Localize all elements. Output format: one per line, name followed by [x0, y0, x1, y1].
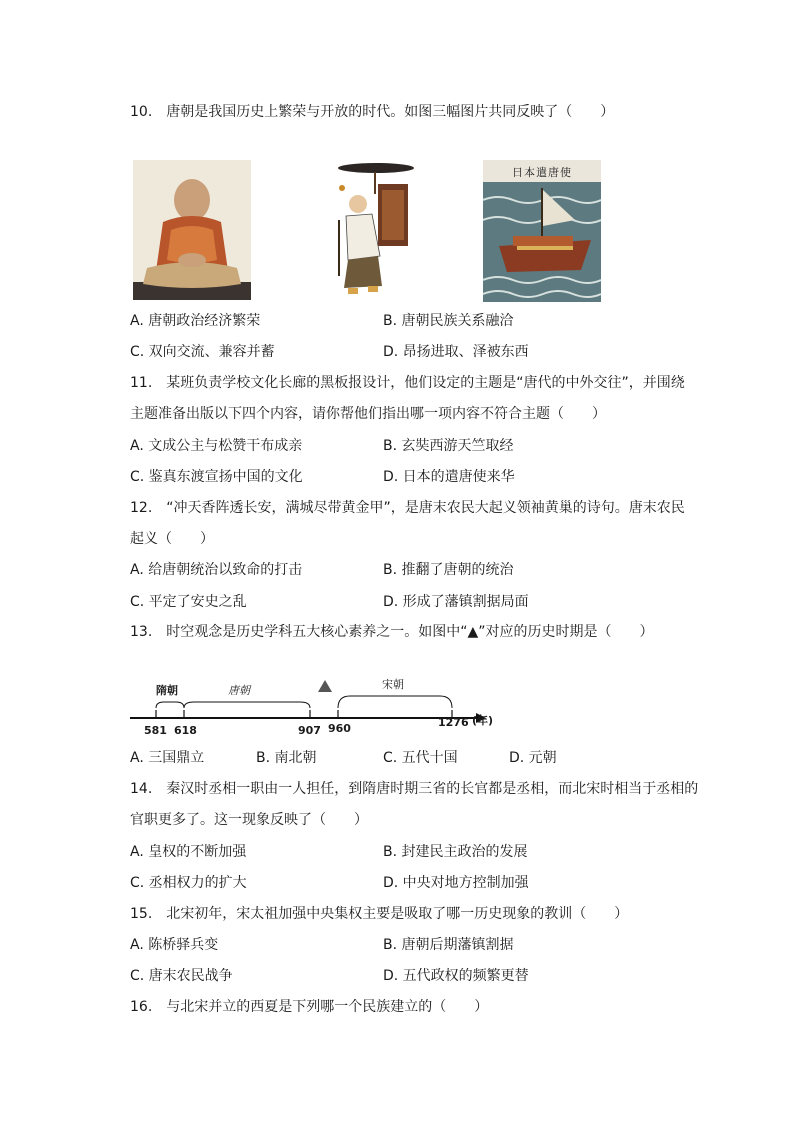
timeline-year-581: 581	[144, 724, 167, 737]
timeline-year-960: 960	[328, 722, 351, 735]
timeline-year-907: 907	[298, 724, 321, 737]
q10-option-a: A. 唐朝政治经济繁荣	[130, 313, 261, 329]
q12-option-c: C. 平定了安史之乱	[130, 594, 247, 610]
q15-option-b: B. 唐朝后期藩镇割据	[383, 937, 514, 953]
q14-stem-line1: 14. 秦汉时丞相一职由一人担任，到隋唐时期三省的长官都是丞相，而北宋时相当于丞相的	[130, 781, 699, 797]
q11-stem-line2: 主题准备出版以下四个内容，请你帮他们指出哪一项内容不符合主题（ ）	[130, 406, 606, 422]
q16-stem: 16. 与北宋并立的西夏是下列哪一个民族建立的（ ）	[130, 999, 489, 1015]
q15-option-a: A. 陈桥驿兵变	[130, 937, 219, 953]
q12-stem-line2: 起义（ ）	[130, 531, 214, 547]
timeline-year-618: 618	[174, 724, 197, 737]
timeline-year-1276: 1276	[438, 716, 469, 729]
q11-option-c: C. 鉴真东渡宣扬中国的文化	[130, 469, 303, 485]
q11-option-d: D. 日本的遣唐使来华	[383, 469, 515, 485]
q10-stem: 10. 唐朝是我国历史上繁荣与开放的时代。如图三幅图片共同反映了（ ）	[130, 104, 615, 120]
q14-option-d: D. 中央对地方控制加强	[383, 875, 529, 891]
q12-option-b: B. 推翻了唐朝的统治	[383, 562, 514, 578]
q13-stem: 13. 时空观念是历史学科五大核心素养之一。如图中“▲”对应的历史时期是（ ）	[130, 624, 654, 640]
q13-option-d: D. 元朝	[509, 750, 557, 766]
envoy-image-caption: 日本遣唐使	[512, 166, 572, 179]
timeline-label-song: 宋朝	[382, 678, 404, 691]
q11-option-b: B. 玄奘西游天竺取经	[383, 438, 514, 454]
dynasty-timeline	[128, 672, 508, 744]
q10-option-d: D. 昂扬进取、泽被东西	[383, 344, 529, 360]
timeline-label-sui: 隋朝	[156, 684, 178, 697]
q10-option-c: C. 双向交流、兼容并蓄	[130, 344, 275, 360]
q12-option-a: A. 给唐朝统治以致命的打击	[130, 562, 303, 578]
japanese-envoy-ship-image	[483, 160, 601, 302]
q15-option-d: D. 五代政权的频繁更替	[383, 968, 529, 984]
q13-option-c: C. 五代十国	[383, 750, 458, 766]
q11-stem-line1: 11. 某班负责学校文化长廊的黑板报设计，他们设定的主题是“唐代的中外交往”，并围绕	[130, 375, 685, 391]
q11-option-a: A. 文成公主与松赞干布成亲	[130, 438, 303, 454]
q14-option-b: B. 封建民主政治的发展	[383, 844, 528, 860]
q12-option-d: D. 形成了藩镇割据局面	[383, 594, 529, 610]
q13-option-a: A. 三国鼎立	[130, 750, 205, 766]
traveling-monk-image	[322, 160, 414, 302]
q15-option-c: C. 唐末农民战争	[130, 968, 233, 984]
q14-stem-line2: 官职更多了。这一现象反映了（ ）	[130, 812, 368, 828]
q13-option-b: B. 南北朝	[256, 750, 317, 766]
q15-stem: 15. 北宋初年，宋太祖加强中央集权主要是吸取了哪一历史现象的教训（ ）	[130, 906, 629, 922]
monk-statue-image	[133, 160, 251, 300]
timeline-unit: (年)	[472, 714, 494, 727]
q12-stem-line1: 12. “冲天香阵透长安，满城尽带黄金甲”，是唐末农民大起义领袖黄巢的诗句。唐末农民	[130, 500, 685, 516]
q10-option-b: B. 唐朝民族关系融洽	[383, 313, 514, 329]
q14-option-c: C. 丞相权力的扩大	[130, 875, 247, 891]
timeline-label-tang: 唐朝	[228, 684, 250, 697]
q14-option-a: A. 皇权的不断加强	[130, 844, 247, 860]
